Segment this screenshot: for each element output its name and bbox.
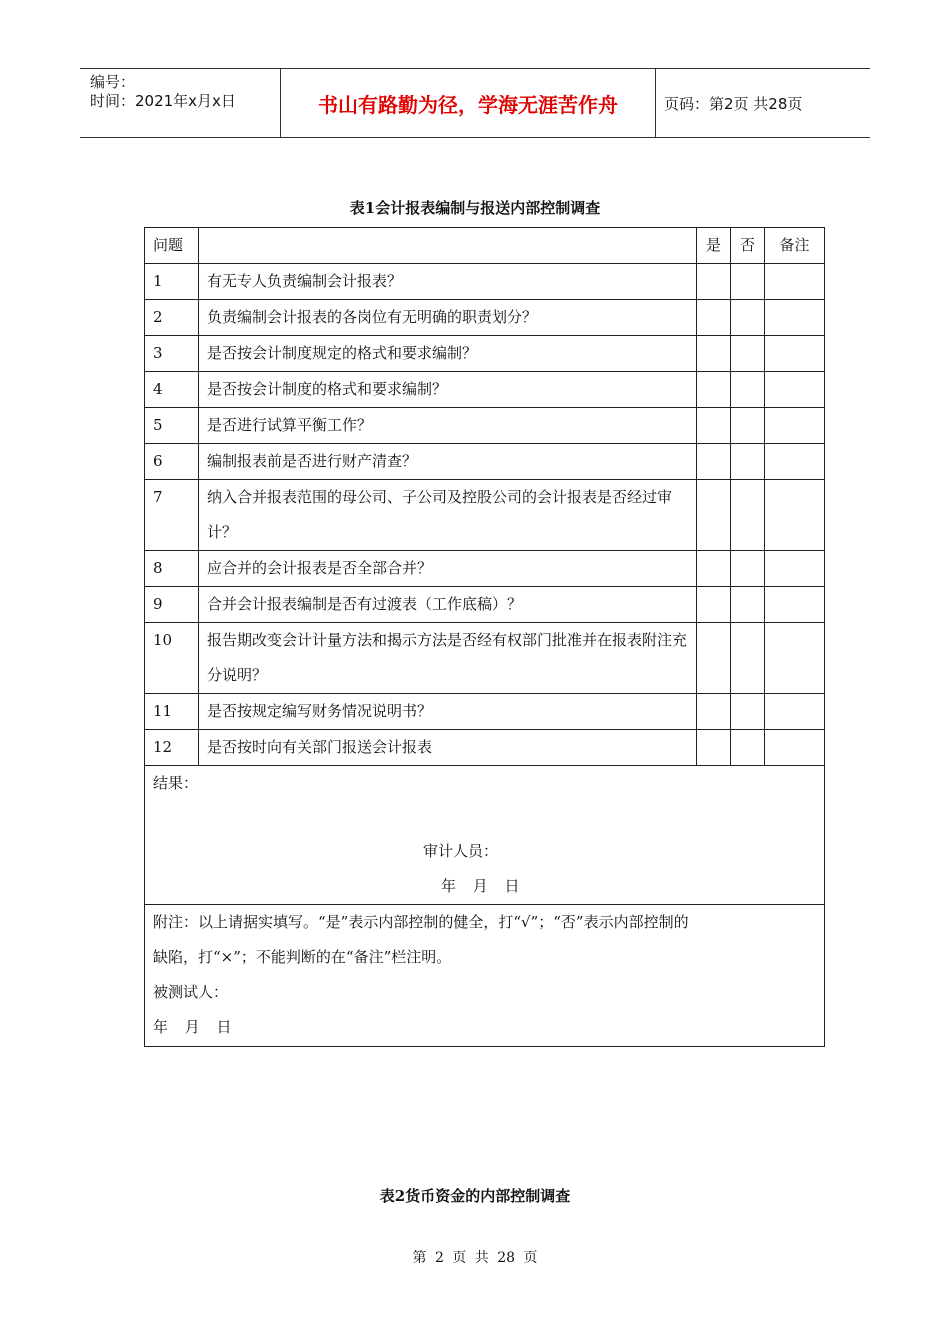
result-row xyxy=(145,766,825,905)
row-note-cell[interactable] xyxy=(765,300,825,336)
table-row xyxy=(145,372,825,408)
row-number: 4 xyxy=(145,372,199,408)
row-question: 编制报表前是否进行财产清查？ xyxy=(199,444,697,480)
row-question: 是否按会计制度的格式和要求编制？ xyxy=(199,372,697,408)
footnote-cell xyxy=(145,905,825,1047)
row-yes-cell[interactable] xyxy=(697,300,731,336)
row-yes-cell[interactable] xyxy=(697,587,731,623)
row-number: 2 xyxy=(145,300,199,336)
footnote-row xyxy=(145,905,825,1047)
row-note-cell[interactable] xyxy=(765,587,825,623)
row-yes-cell[interactable] xyxy=(697,694,731,730)
number-label: 编号： xyxy=(90,73,136,91)
header-note: 备注 xyxy=(765,228,825,264)
row-number: 9 xyxy=(145,587,199,623)
row-yes-cell[interactable] xyxy=(697,336,731,372)
table-row xyxy=(145,730,825,766)
motto: 书山有路勤为径，学海无涯苦作舟 xyxy=(280,69,656,137)
audit-date: 年 月 日 xyxy=(441,877,520,895)
header-yes: 是 xyxy=(697,228,731,264)
footnote-line2: 缺陷，打“×”；不能判断的在“备注”栏注明。 xyxy=(153,948,452,966)
row-number: 8 xyxy=(145,551,199,587)
row-no-cell[interactable] xyxy=(731,336,765,372)
row-question: 合并会计报表编制是否有过渡表（工作底稿）？ xyxy=(199,587,697,623)
row-note-cell[interactable] xyxy=(765,264,825,300)
row-question: 有无专人负责编制会计报表？ xyxy=(199,264,697,300)
header-question: 问题 xyxy=(145,228,199,264)
row-yes-cell[interactable] xyxy=(697,372,731,408)
row-number: 3 xyxy=(145,336,199,372)
row-yes-cell[interactable] xyxy=(697,264,731,300)
row-no-cell[interactable] xyxy=(731,408,765,444)
row-question: 纳入合并报表范围的母公司、子公司及控股公司的会计报表是否经过审计？ xyxy=(199,480,697,551)
table-row xyxy=(145,694,825,730)
header-blank xyxy=(199,228,697,264)
table-row xyxy=(145,336,825,372)
row-note-cell[interactable] xyxy=(765,551,825,587)
row-note-cell[interactable] xyxy=(765,623,825,694)
row-yes-cell[interactable] xyxy=(697,551,731,587)
row-question: 应合并的会计报表是否全部合并？ xyxy=(199,551,697,587)
row-question: 是否按时向有关部门报送会计报表 xyxy=(199,730,697,766)
table-row xyxy=(145,551,825,587)
row-question: 负责编制会计报表的各岗位有无明确的职责划分？ xyxy=(199,300,697,336)
row-no-cell[interactable] xyxy=(731,444,765,480)
row-yes-cell[interactable] xyxy=(697,480,731,551)
row-note-cell[interactable] xyxy=(765,480,825,551)
row-number: 6 xyxy=(145,444,199,480)
table-row xyxy=(145,264,825,300)
table-header-row xyxy=(145,228,825,264)
table-row xyxy=(145,623,825,694)
table-row xyxy=(145,408,825,444)
row-no-cell[interactable] xyxy=(731,264,765,300)
row-number: 11 xyxy=(145,694,199,730)
row-no-cell[interactable] xyxy=(731,372,765,408)
row-no-cell[interactable] xyxy=(731,551,765,587)
row-number: 12 xyxy=(145,730,199,766)
table2-title: 表2货币资金的内部控制调查 xyxy=(379,1187,571,1205)
row-no-cell[interactable] xyxy=(731,480,765,551)
table1 xyxy=(144,227,825,1047)
table1-title: 表1会计报表编制与报送内部控制调查 xyxy=(349,199,601,217)
result-label: 结果： xyxy=(153,774,199,792)
row-question: 报告期改变会计计量方法和揭示方法是否经有权部门批准并在报表附注充分说明？ xyxy=(199,623,697,694)
table-row xyxy=(145,444,825,480)
row-yes-cell[interactable] xyxy=(697,623,731,694)
row-no-cell[interactable] xyxy=(731,730,765,766)
row-note-cell[interactable] xyxy=(765,336,825,372)
table-row xyxy=(145,587,825,623)
result-cell xyxy=(145,766,825,905)
row-note-cell[interactable] xyxy=(765,444,825,480)
row-note-cell[interactable] xyxy=(765,408,825,444)
row-no-cell[interactable] xyxy=(731,623,765,694)
row-number: 10 xyxy=(145,623,199,694)
auditor-label: 审计人员： xyxy=(423,842,499,860)
row-note-cell[interactable] xyxy=(765,372,825,408)
row-yes-cell[interactable] xyxy=(697,408,731,444)
row-note-cell[interactable] xyxy=(765,694,825,730)
row-yes-cell[interactable] xyxy=(697,444,731,480)
row-no-cell[interactable] xyxy=(731,694,765,730)
row-number: 7 xyxy=(145,480,199,551)
row-question: 是否按会计制度规定的格式和要求编制？ xyxy=(199,336,697,372)
row-question: 是否按规定编写财务情况说明书？ xyxy=(199,694,697,730)
row-yes-cell[interactable] xyxy=(697,730,731,766)
page-info: 页码：第2页 共28页 xyxy=(664,94,803,113)
row-question: 是否进行试算平衡工作？ xyxy=(199,408,697,444)
row-no-cell[interactable] xyxy=(731,587,765,623)
row-number: 5 xyxy=(145,408,199,444)
row-no-cell[interactable] xyxy=(731,300,765,336)
page-footer: 第 2 页 共 28 页 xyxy=(412,1250,538,1266)
table-row xyxy=(145,300,825,336)
tested-label: 被测试人： xyxy=(153,983,229,1001)
row-number: 1 xyxy=(145,264,199,300)
footnote-line1: 附注：以上请据实填写。“是”表示内部控制的健全，打“√”；“否”表示内部控制的 xyxy=(153,913,689,931)
header-no: 否 xyxy=(731,228,765,264)
tested-date: 年 月 日 xyxy=(153,1018,232,1036)
row-note-cell[interactable] xyxy=(765,730,825,766)
time-label: 时间：2021年x月x日 xyxy=(90,92,236,110)
header-meta xyxy=(80,69,280,137)
document-header xyxy=(80,68,870,138)
table-row xyxy=(145,480,825,551)
